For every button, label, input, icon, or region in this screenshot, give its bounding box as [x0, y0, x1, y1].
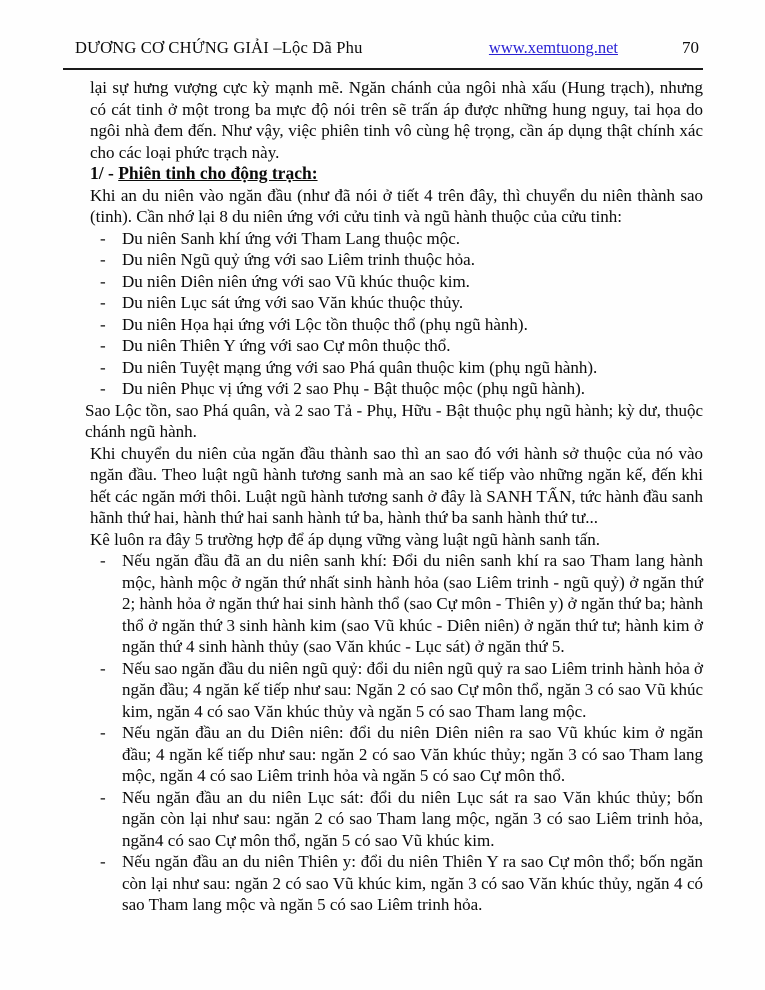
book-title: DƯƠNG CƠ CHỨNG GIẢI –Lộc Dã Phu: [75, 38, 363, 57]
dash-bullet-icon: -: [100, 271, 106, 291]
list-item-text: Du niên Tuyệt mạng ứng với sao Phá quân thuộc kim (phụ ngũ hành).: [122, 357, 598, 377]
list-item: [90, 314, 703, 336]
dash-bullet-icon: -: [100, 314, 106, 334]
list-item: [90, 378, 703, 400]
truong-hop-list: [90, 550, 703, 916]
list-item: [90, 787, 703, 852]
dash-bullet-icon: -: [100, 852, 106, 871]
list-item-text: Nếu ngăn đầu an du niên Lục sát: đổi du niên Lục sát ra sao Văn khúc thủy; bốn ngăn còn lại như sau: ngăn 2 có sao Tham lang mộc, ngăn 3 có sao Liêm trinh hỏa, ngăn4 có sao Cự môn thổ, ngăn 5 có sao Vũ khúc kim.: [122, 787, 703, 850]
list-item: [90, 249, 703, 271]
paragraph-ke-luon: Kê luôn ra đây 5 trường hợp để áp dụng vững vàng luật ngũ hành sanh tấn.: [90, 529, 600, 549]
section-heading: [90, 163, 703, 185]
list-item-text: Du niên Phục vị ứng với 2 sao Phụ - Bật thuộc mộc (phụ ngũ hành).: [122, 379, 585, 398]
dash-bullet-icon: -: [100, 379, 106, 398]
list-item-text: Du niên Sanh khí ứng với Tham Lang thuộc mộc.: [122, 228, 461, 248]
list-item: [90, 851, 703, 916]
dash-bullet-icon: -: [100, 551, 106, 570]
section-number: 1/ -: [90, 163, 119, 183]
website-link[interactable]: www.xemtuong.net: [488, 38, 618, 57]
dash-bullet-icon: -: [100, 787, 106, 807]
list-item: [90, 292, 703, 314]
paragraph-khi-an: Khi an du niên vào ngăn đầu (như đã nói ở tiết 4 trên đây, thì chuyển du niên thành sao (tinh). Cần nhớ lại 8 du niên ứng với cửu tinh và ngũ hành thuộc của cửu tinh:: [90, 185, 703, 226]
dash-bullet-icon: -: [100, 336, 106, 355]
page-header: [63, 38, 703, 58]
dash-bullet-icon: -: [100, 250, 106, 269]
list-item-text: Du niên Ngũ quỷ ứng với sao Liêm trinh thuộc hỏa.: [122, 250, 475, 269]
dash-bullet-icon: -: [100, 293, 106, 312]
list-item-text: Du niên Diên niên ứng với sao Vũ khúc thuộc kim.: [122, 271, 470, 291]
page-number: 70: [682, 38, 699, 57]
list-item-text: Nếu ngăn đầu đã an du niên sanh khí: Đổi du niên sanh khí ra sao Tham lang hành mộc, hành mộc ở ngăn thứ nhất sinh hành hỏa (sao Liêm trinh - ngũ quỷ) ở ngăn thứ 2; hành hỏa ở ngăn thứ hai sinh hành thổ (sao Cự môn - Thiên y) ở ngăn thứ ba; hành thổ ở ngăn thứ 3 sinh hành kim (sao Vũ khúc - Diên niên) ở ngăn thứ tư; hành kim ở ngăn thứ 4 sinh hành thủy (sao Văn khúc - Lục sát) ở ngăn thứ 5.: [122, 551, 703, 656]
list-item: [90, 271, 703, 293]
dash-bullet-icon: -: [100, 357, 106, 377]
dash-bullet-icon: -: [100, 228, 106, 248]
dash-bullet-icon: -: [100, 658, 106, 678]
paragraph-sao-loc-ton: Sao Lộc tồn, sao Phá quân, và 2 sao Tả - Phụ, Hữu - Bật thuộc phụ ngũ hành; kỳ dư, thuộc chánh ngũ hành.: [85, 400, 703, 441]
list-item: [90, 722, 703, 787]
list-item-text: Du niên Thiên Y ứng với sao Cự môn thuộc thổ.: [122, 336, 451, 355]
list-item-text: Du niên Lục sát ứng với sao Văn khúc thuộc thủy.: [122, 293, 464, 312]
list-item-text: Du niên Họa hại ứng với Lộc tồn thuộc thổ (phụ ngũ hành).: [122, 314, 528, 334]
list-item: [90, 357, 703, 379]
dash-bullet-icon: -: [100, 723, 106, 742]
list-item-text: Nếu sao ngăn đầu du niên ngũ quỷ: đổi du niên ngũ quỷ ra sao Liêm trinh hành hỏa ở ngăn đầu; 4 ngăn kế tiếp như sau: Ngăn 2 có sao Cự môn thổ, ngăn 3 có sao Vũ khúc kim, ngăn 4 có sao Văn khúc thủy và ngăn 5 có sao Tham lang mộc.: [122, 658, 703, 721]
document-body: [63, 70, 703, 916]
list-item-text: Nếu ngăn đầu an du Diên niên: đổi du niên Diên niên ra sao Vũ khúc kim ở ngăn đầu; 4 ngăn kế tiếp như sau: ngăn 2 có sao Văn khúc thủy; ngăn 3 có sao Tham lang mộc, ngăn 4 có sao Liêm trinh hỏa và ngăn 5 có sao Cự môn thổ.: [122, 723, 703, 785]
list-item: [90, 550, 703, 658]
list-item: [90, 228, 703, 250]
list-item-text: Nếu ngăn đầu an du niên Thiên y: đổi du niên Thiên Y ra sao Cự môn thổ; bốn ngăn còn lại như sau: ngăn 2 có sao Vũ khúc kim, ngăn 3 có sao Văn khúc thủy, ngăn 4 có sao Tham lang mộc và ngăn 5 có sao Liêm trinh hỏa.: [122, 852, 703, 914]
du-nien-list: [90, 228, 703, 400]
paragraph-intro: lại sự hưng vượng cực kỳ mạnh mẽ. Ngăn chánh của ngôi nhà xấu (Hung trạch), nhưng có cát tinh ở một trong ba mực độ nói trên sẽ trấn áp được những hung nguy, tai họa do ngôi nhà đem đến. Như vậy, việc phiên tinh vô cùng hệ trọng, cần áp dụng thật chính xác cho các loại phức trạch này.: [90, 78, 703, 162]
paragraph-khi-chuyen: Khi chuyển du niên của ngăn đầu thành sao thì an sao đó với hành sở thuộc của nó vào ngăn đầu. Theo luật ngũ hành tương sanh mà an sao kế tiếp vào những ngăn kế, đến khi hết các ngăn mới thôi. Luật ngũ hành tương sanh ở đây là SANH TẤN, tức hành đầu sanh hãnh thứ hai, hành thứ hai sanh hành tứ ba, hành thứ ba sanh hành thứ tư...: [90, 443, 703, 527]
list-item: [90, 658, 703, 723]
list-item: [90, 335, 703, 357]
section-title: Phiên tinh cho động trạch:: [118, 163, 318, 183]
